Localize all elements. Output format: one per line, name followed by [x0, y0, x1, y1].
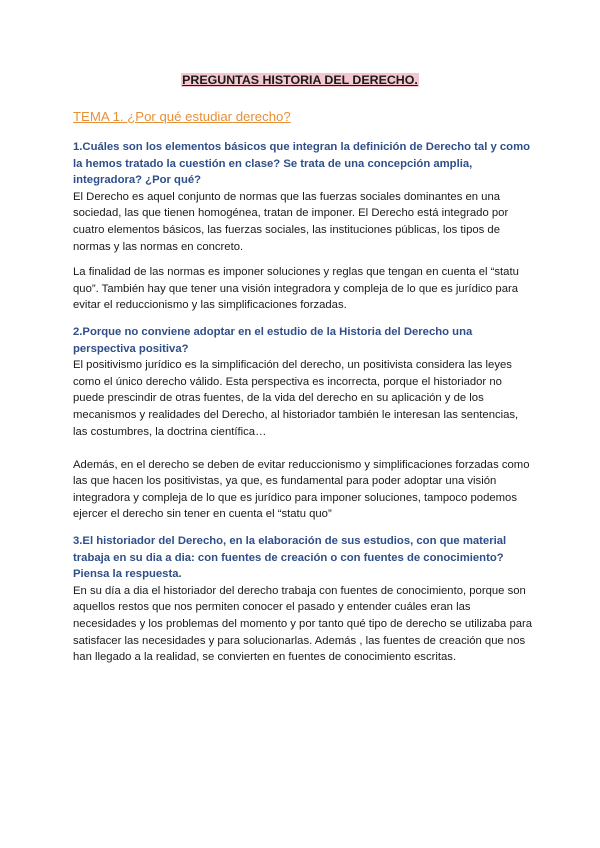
answer-paragraph: En su día a dia el historiador del derecho trabaja con fuentes de conocimiento, porque son aquellos restos que nos permiten conocer el pasado y entender cuáles eran las necesidades y los problemas del momento y por tanto qué tipo de derecho se utilizaba para satisfacer las necesidades y para solucionarlas. Además , las fuentes de creación que nos han llegado a la realidad, se convierten en fuentes de conocimiento escritas. — [73, 584, 533, 664]
question-section-2 — [73, 324, 535, 523]
question-heading-3: 3.El historiador del Derecho, en la elaboración de sus estudios, con que material trabaja en su dia a dia: con fuentes de creación o con fuentes de conocimiento? Piensa la respuesta. — [73, 534, 507, 581]
answer-paragraph: El Derecho es aquel conjunto de normas que las fuerzas sociales dominantes en una sociedad, las que tienen homogénea, tratan de imponer. El Derecho está integrado por cuatro elementos básicos, las fuerzas sociales, las instituciones públicas, los tipos de normas y las normas en concreto. — [73, 190, 509, 253]
topic-heading-text: TEMA 1. ¿Por qué estudiar derecho? — [73, 109, 291, 124]
question-heading-2: 2.Porque no conviene adoptar en el estudio de la Historia del Derecho una perspectiva positiva? — [73, 325, 473, 355]
document-title — [0, 72, 600, 88]
topic-heading — [73, 108, 535, 125]
question-section-3 — [73, 533, 535, 666]
question-section-1 — [73, 139, 535, 314]
answer-paragraph: El positivismo jurídico es la simplificación del derecho, un positivista considera las leyes como el único derecho válido. Esta perspectiva es incorrecta, porque el historiador no puede prescindir de otras fuentes, de la vida del derecho en su aplicación y de los mecanismos y realidades del Derecho, al historiador también le interesan las sentencias, las costumbres, la doctrina científica… — [73, 359, 519, 438]
question-heading-1: 1.Cuáles son los elementos básicos que integran la definición de Derecho tal y como la hemos tratado la cuestión en clase? Se trata de una concepción amplia, integradora? ¿Por qué? — [73, 141, 531, 187]
answer-paragraph: La finalidad de las normas es imponer soluciones y reglas que tengan en cuenta el “statu quo”. También hay que tener una visión integradora y compleja de lo que es jurídico para evitar el reduccionismo y las simplificaciones forzadas. — [73, 266, 519, 312]
document-body — [73, 108, 535, 666]
answer-paragraph: Además, en el derecho se deben de evitar reduccionismo y simplificaciones forzadas como las que hacen los positivistas, ya que, es fundamental para poder adoptar una visión integradora y compleja de lo que es jurídico para imponer soluciones, tampoco podemos ejercer el derecho sin tener en cuenta el “statu quo” — [73, 458, 530, 521]
document-title-text: PREGUNTAS HISTORIA DEL DERECHO. — [182, 73, 418, 87]
